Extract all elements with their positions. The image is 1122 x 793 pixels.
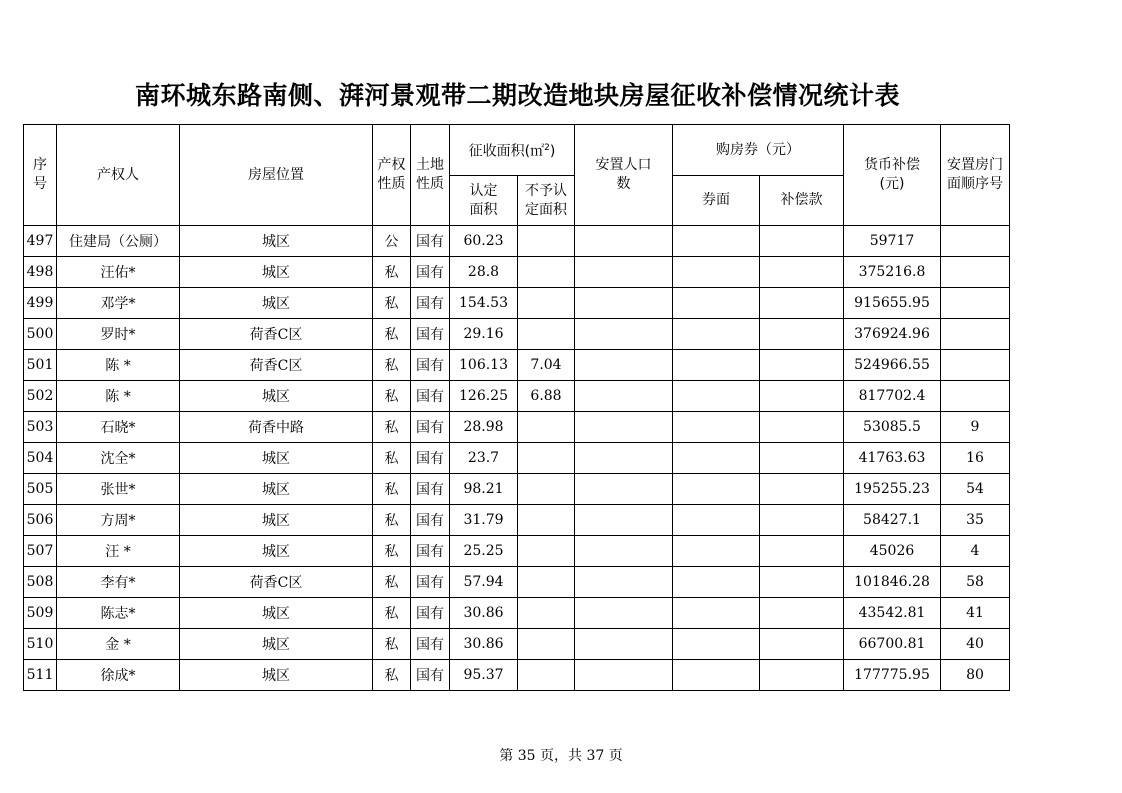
table-row xyxy=(24,257,1010,288)
table-row xyxy=(24,381,1010,412)
cell-voucher-compensation xyxy=(760,567,844,598)
cell-recognized-area: 57.94 xyxy=(450,567,518,598)
cell-location: 城区 xyxy=(180,226,373,257)
cell-shop-sequence: 54 xyxy=(941,474,1010,505)
cell-owner: 沈全* xyxy=(57,443,180,474)
page-footer: 第 35 页，共 37 页 xyxy=(499,748,623,764)
cell-resettle-population xyxy=(575,598,673,629)
cell-shop-sequence xyxy=(941,226,1010,257)
cell-unrecognized-area xyxy=(518,629,575,660)
cell-seq: 503 xyxy=(24,412,57,443)
cell-unrecognized-area xyxy=(518,598,575,629)
cell-resettle-population xyxy=(575,505,673,536)
cell-voucher-face xyxy=(673,319,760,350)
cell-owner: 陈 * xyxy=(57,381,180,412)
cell-land-nature: 国有 xyxy=(411,288,450,319)
header-area-group xyxy=(450,125,575,176)
cell-shop-sequence xyxy=(941,319,1010,350)
cell-money-compensation: 53085.5 xyxy=(844,412,941,443)
cell-location: 城区 xyxy=(180,505,373,536)
cell-land-nature: 国有 xyxy=(411,381,450,412)
cell-money-compensation: 41763.63 xyxy=(844,443,941,474)
cell-voucher-compensation xyxy=(760,226,844,257)
cell-resettle-population xyxy=(575,660,673,691)
cell-voucher-face xyxy=(673,443,760,474)
cell-owner: 金 * xyxy=(57,629,180,660)
cell-location: 城区 xyxy=(180,629,373,660)
cell-shop-sequence: 4 xyxy=(941,536,1010,567)
header-seq: 序号 xyxy=(24,125,57,226)
cell-land-nature: 国有 xyxy=(411,660,450,691)
cell-voucher-face xyxy=(673,536,760,567)
table-row xyxy=(24,536,1010,567)
cell-money-compensation: 66700.81 xyxy=(844,629,941,660)
cell-seq: 505 xyxy=(24,474,57,505)
cell-land-nature: 国有 xyxy=(411,474,450,505)
cell-unrecognized-area xyxy=(518,660,575,691)
cell-location: 城区 xyxy=(180,474,373,505)
cell-voucher-compensation xyxy=(760,536,844,567)
header-unrecognized-area: 不予认定面积 xyxy=(518,176,575,226)
cell-property-nature: 私 xyxy=(373,319,411,350)
cell-owner: 徐成* xyxy=(57,660,180,691)
cell-seq: 508 xyxy=(24,567,57,598)
cell-recognized-area: 23.7 xyxy=(450,443,518,474)
cell-land-nature: 国有 xyxy=(411,536,450,567)
table-row xyxy=(24,350,1010,381)
cell-land-nature: 国有 xyxy=(411,226,450,257)
header-area-group-main: 征收面积(㎡ xyxy=(468,143,545,160)
cell-location: 荷香中路 xyxy=(180,412,373,443)
cell-seq: 500 xyxy=(24,319,57,350)
cell-owner: 李有* xyxy=(57,567,180,598)
cell-land-nature: 国有 xyxy=(411,629,450,660)
cell-seq: 501 xyxy=(24,350,57,381)
cell-land-nature: 国有 xyxy=(411,350,450,381)
cell-resettle-population xyxy=(575,567,673,598)
cell-unrecognized-area xyxy=(518,474,575,505)
cell-shop-sequence xyxy=(941,257,1010,288)
cell-voucher-compensation xyxy=(760,660,844,691)
cell-voucher-face xyxy=(673,288,760,319)
header-recognized-area: 认定面积 xyxy=(450,176,518,226)
cell-voucher-face xyxy=(673,412,760,443)
table-row xyxy=(24,598,1010,629)
cell-money-compensation: 45026 xyxy=(844,536,941,567)
table-row xyxy=(24,226,1010,257)
cell-owner: 汪 * xyxy=(57,536,180,567)
cell-seq: 499 xyxy=(24,288,57,319)
cell-unrecognized-area xyxy=(518,443,575,474)
cell-seq: 507 xyxy=(24,536,57,567)
cell-voucher-face xyxy=(673,257,760,288)
cell-voucher-compensation xyxy=(760,629,844,660)
cell-seq: 511 xyxy=(24,660,57,691)
table-row xyxy=(24,474,1010,505)
cell-property-nature: 私 xyxy=(373,505,411,536)
cell-money-compensation: 817702.4 xyxy=(844,381,941,412)
header-property-nature: 产权性质 xyxy=(373,125,411,226)
table-row xyxy=(24,567,1010,598)
cell-shop-sequence xyxy=(941,381,1010,412)
cell-shop-sequence xyxy=(941,350,1010,381)
cell-seq: 504 xyxy=(24,443,57,474)
cell-money-compensation: 101846.28 xyxy=(844,567,941,598)
cell-location: 荷香C区 xyxy=(180,567,373,598)
cell-recognized-area: 30.86 xyxy=(450,629,518,660)
cell-unrecognized-area xyxy=(518,536,575,567)
cell-location: 荷香C区 xyxy=(180,319,373,350)
cell-unrecognized-area xyxy=(518,226,575,257)
cell-property-nature: 公 xyxy=(373,226,411,257)
cell-resettle-population xyxy=(575,381,673,412)
cell-unrecognized-area xyxy=(518,505,575,536)
cell-property-nature: 私 xyxy=(373,474,411,505)
cell-recognized-area: 154.53 xyxy=(450,288,518,319)
cell-money-compensation: 177775.95 xyxy=(844,660,941,691)
cell-recognized-area: 29.16 xyxy=(450,319,518,350)
header-area-group-close: ) xyxy=(549,143,556,160)
cell-location: 城区 xyxy=(180,381,373,412)
cell-voucher-compensation xyxy=(760,598,844,629)
cell-land-nature: 国有 xyxy=(411,567,450,598)
header-voucher-group: 购房券（元） xyxy=(673,125,844,176)
cell-money-compensation: 59717 xyxy=(844,226,941,257)
cell-money-compensation: 915655.95 xyxy=(844,288,941,319)
cell-recognized-area: 28.8 xyxy=(450,257,518,288)
cell-owner: 石晓* xyxy=(57,412,180,443)
cell-land-nature: 国有 xyxy=(411,412,450,443)
cell-voucher-compensation xyxy=(760,257,844,288)
cell-owner: 陈志* xyxy=(57,598,180,629)
cell-shop-sequence: 80 xyxy=(941,660,1010,691)
cell-owner: 张世* xyxy=(57,474,180,505)
cell-owner: 邓学* xyxy=(57,288,180,319)
cell-land-nature: 国有 xyxy=(411,443,450,474)
cell-voucher-compensation xyxy=(760,412,844,443)
cell-resettle-population xyxy=(575,350,673,381)
header-voucher-compensation: 补偿款 xyxy=(760,176,844,226)
cell-resettle-population xyxy=(575,257,673,288)
cell-unrecognized-area: 7.04 xyxy=(518,350,575,381)
table-row xyxy=(24,505,1010,536)
cell-voucher-compensation xyxy=(760,505,844,536)
cell-recognized-area: 95.37 xyxy=(450,660,518,691)
compensation-table xyxy=(23,124,1010,691)
cell-seq: 502 xyxy=(24,381,57,412)
cell-voucher-face xyxy=(673,598,760,629)
cell-shop-sequence xyxy=(941,288,1010,319)
cell-property-nature: 私 xyxy=(373,660,411,691)
header-land-nature: 土地性质 xyxy=(411,125,450,226)
cell-property-nature: 私 xyxy=(373,443,411,474)
cell-voucher-compensation xyxy=(760,350,844,381)
cell-voucher-face xyxy=(673,660,760,691)
cell-seq: 510 xyxy=(24,629,57,660)
table-row xyxy=(24,319,1010,350)
cell-unrecognized-area: 6.88 xyxy=(518,381,575,412)
cell-voucher-face xyxy=(673,567,760,598)
cell-seq: 497 xyxy=(24,226,57,257)
cell-unrecognized-area xyxy=(518,567,575,598)
cell-resettle-population xyxy=(575,443,673,474)
cell-property-nature: 私 xyxy=(373,536,411,567)
cell-shop-sequence: 16 xyxy=(941,443,1010,474)
cell-voucher-compensation xyxy=(760,474,844,505)
cell-money-compensation: 195255.23 xyxy=(844,474,941,505)
cell-location: 城区 xyxy=(180,660,373,691)
cell-money-compensation: 58427.1 xyxy=(844,505,941,536)
cell-voucher-compensation xyxy=(760,288,844,319)
cell-resettle-population xyxy=(575,629,673,660)
header-owner: 产权人 xyxy=(57,125,180,226)
cell-property-nature: 私 xyxy=(373,257,411,288)
cell-voucher-compensation xyxy=(760,381,844,412)
page-title: 南环城东路南侧、湃河景观带二期改造地块房屋征收补偿情况统计表 xyxy=(134,81,900,110)
cell-resettle-population xyxy=(575,288,673,319)
cell-money-compensation: 375216.8 xyxy=(844,257,941,288)
cell-recognized-area: 106.13 xyxy=(450,350,518,381)
cell-voucher-compensation xyxy=(760,319,844,350)
header-location: 房屋位置 xyxy=(180,125,373,226)
cell-unrecognized-area xyxy=(518,288,575,319)
cell-location: 城区 xyxy=(180,536,373,567)
cell-land-nature: 国有 xyxy=(411,505,450,536)
table-row xyxy=(24,288,1010,319)
cell-seq: 506 xyxy=(24,505,57,536)
table-row xyxy=(24,412,1010,443)
cell-recognized-area: 60.23 xyxy=(450,226,518,257)
cell-owner: 汪佑* xyxy=(57,257,180,288)
cell-unrecognized-area xyxy=(518,257,575,288)
cell-resettle-population xyxy=(575,319,673,350)
cell-voucher-face xyxy=(673,629,760,660)
cell-land-nature: 国有 xyxy=(411,257,450,288)
table-row xyxy=(24,660,1010,691)
cell-property-nature: 私 xyxy=(373,350,411,381)
cell-recognized-area: 31.79 xyxy=(450,505,518,536)
cell-unrecognized-area xyxy=(518,319,575,350)
cell-shop-sequence: 9 xyxy=(941,412,1010,443)
cell-resettle-population xyxy=(575,474,673,505)
cell-recognized-area: 126.25 xyxy=(450,381,518,412)
cell-owner: 方周* xyxy=(57,505,180,536)
cell-resettle-population xyxy=(575,412,673,443)
cell-owner: 住建局（公厕） xyxy=(57,226,180,257)
cell-location: 荷香C区 xyxy=(180,350,373,381)
cell-resettle-population xyxy=(575,226,673,257)
cell-voucher-face xyxy=(673,226,760,257)
cell-property-nature: 私 xyxy=(373,598,411,629)
cell-resettle-population xyxy=(575,536,673,567)
cell-recognized-area: 28.98 xyxy=(450,412,518,443)
cell-recognized-area: 98.21 xyxy=(450,474,518,505)
table-row xyxy=(24,629,1010,660)
cell-money-compensation: 43542.81 xyxy=(844,598,941,629)
cell-shop-sequence: 35 xyxy=(941,505,1010,536)
cell-shop-sequence: 41 xyxy=(941,598,1010,629)
cell-money-compensation: 524966.55 xyxy=(844,350,941,381)
header-voucher-face: 券面 xyxy=(673,176,760,226)
cell-location: 城区 xyxy=(180,443,373,474)
cell-seq: 509 xyxy=(24,598,57,629)
cell-land-nature: 国有 xyxy=(411,319,450,350)
cell-property-nature: 私 xyxy=(373,381,411,412)
cell-shop-sequence: 40 xyxy=(941,629,1010,660)
cell-voucher-face xyxy=(673,474,760,505)
cell-shop-sequence: 58 xyxy=(941,567,1010,598)
table-row xyxy=(24,443,1010,474)
cell-voucher-face xyxy=(673,350,760,381)
cell-property-nature: 私 xyxy=(373,412,411,443)
cell-land-nature: 国有 xyxy=(411,598,450,629)
header-resettle-population: 安置人口数 xyxy=(575,125,673,226)
cell-recognized-area: 25.25 xyxy=(450,536,518,567)
header-money-compensation: 货币补偿(元) xyxy=(844,125,941,226)
header-shop-sequence: 安置房门面顺序号 xyxy=(941,125,1010,226)
cell-voucher-face xyxy=(673,381,760,412)
cell-property-nature: 私 xyxy=(373,629,411,660)
cell-money-compensation: 376924.96 xyxy=(844,319,941,350)
cell-owner: 罗时* xyxy=(57,319,180,350)
header-area-group-sup: 2 xyxy=(544,142,550,153)
cell-seq: 498 xyxy=(24,257,57,288)
cell-location: 城区 xyxy=(180,288,373,319)
cell-location: 城区 xyxy=(180,257,373,288)
cell-recognized-area: 30.86 xyxy=(450,598,518,629)
cell-voucher-face xyxy=(673,505,760,536)
cell-owner: 陈 * xyxy=(57,350,180,381)
cell-location: 城区 xyxy=(180,598,373,629)
cell-voucher-compensation xyxy=(760,443,844,474)
cell-property-nature: 私 xyxy=(373,567,411,598)
cell-unrecognized-area xyxy=(518,412,575,443)
cell-property-nature: 私 xyxy=(373,288,411,319)
